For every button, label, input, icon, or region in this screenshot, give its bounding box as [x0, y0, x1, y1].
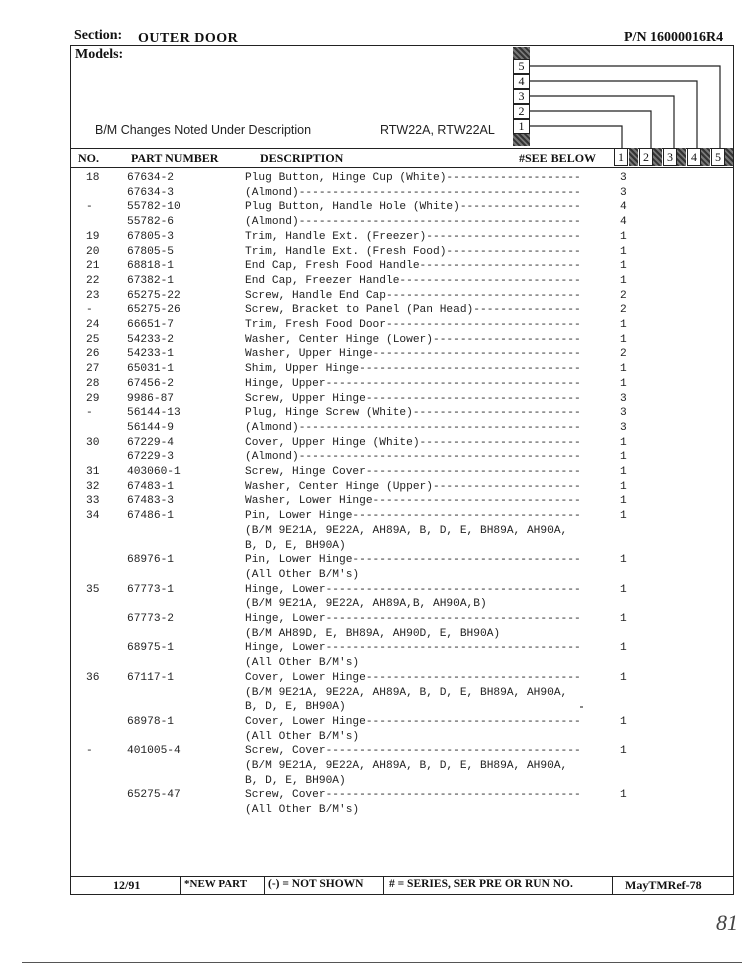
stack-box-4: 4 — [513, 74, 530, 89]
col-see-below: #SEE BELOW — [519, 151, 597, 165]
part-number: 9986-87 — [127, 392, 174, 405]
part-number: 65275-47 — [127, 789, 181, 802]
description: Washer, Center Hinge (Lower)---------------------- — [245, 333, 581, 346]
description: Hinge, Lower-------------------------------------- — [245, 613, 581, 625]
part-number: 67229-4 — [127, 436, 174, 449]
dark-marker — [677, 148, 686, 166]
col-num-5: 5 — [711, 148, 725, 166]
stack-box-5: 5 — [513, 59, 530, 74]
part-number: 67805-5 — [127, 245, 174, 258]
part-number: 65275-22 — [127, 289, 181, 302]
handwritten-mark: 81 — [716, 910, 738, 935]
col-description: DESCRIPTION — [260, 151, 344, 165]
table-row — [0, 377, 750, 392]
quantity: 3 — [620, 186, 627, 199]
description: (Almond)------------------------------------------ — [245, 421, 581, 434]
stack-box-3: 3 — [513, 89, 530, 104]
item-number: 34 — [86, 510, 100, 523]
table-row — [0, 362, 750, 377]
table-row — [0, 730, 750, 745]
col-num-2: 2 — [639, 148, 653, 166]
part-number: 54233-1 — [127, 348, 174, 361]
table-row — [0, 656, 750, 671]
quantity: 1 — [620, 554, 627, 567]
item-number: 33 — [86, 495, 100, 508]
item-number: 25 — [86, 333, 100, 346]
part-number: 67773-1 — [127, 583, 174, 596]
table-row — [0, 245, 750, 260]
quantity: 3 — [620, 172, 627, 184]
quantity: 1 — [620, 377, 627, 390]
quantity: 4 — [620, 216, 627, 229]
part-number: 67483-3 — [127, 495, 174, 508]
part-number: 54233-2 — [127, 333, 174, 346]
part-number: 68975-1 — [127, 642, 174, 655]
col-num-3: 3 — [663, 148, 677, 166]
description: Screw, Cover-------------------------------------- — [245, 745, 581, 758]
part-number: 67117-1 — [127, 671, 174, 684]
description: Cover, Upper Hinge (White)------------------------ — [245, 436, 581, 449]
table-row — [0, 333, 750, 348]
description: Washer, Upper Hinge------------------------------- — [245, 348, 581, 361]
description: B, D, E, BH90A) — [245, 539, 346, 552]
description: (Almond)------------------------------------------ — [245, 451, 581, 464]
quantity: 1 — [620, 260, 627, 273]
item-number: 36 — [86, 671, 100, 684]
item-number: 22 — [86, 274, 100, 287]
col-num-4: 4 — [687, 148, 701, 166]
table-row — [0, 480, 750, 495]
item-number: 27 — [86, 363, 100, 376]
part-number: 65275-26 — [127, 304, 181, 317]
description: (All Other B/M's) — [245, 730, 360, 743]
scan-speck — [580, 706, 583, 708]
description: Plug Button, Handle Hole (White)------------------ — [245, 201, 581, 214]
footer-date: 12/91 — [113, 878, 141, 892]
description: (All Other B/M's) — [245, 657, 360, 670]
item-number: 26 — [86, 348, 100, 361]
table-row — [0, 421, 750, 436]
description: Shim, Upper Hinge--------------------------------- — [245, 363, 581, 376]
table-row — [0, 494, 750, 509]
table-row — [0, 686, 750, 701]
description: End Cap, Freezer Handle--------------------------- — [245, 274, 581, 287]
description: Pin, Lower Hinge---------------------------------- — [245, 510, 581, 523]
footer-divider — [264, 876, 265, 895]
part-number: 403060-1 — [127, 466, 181, 478]
section-label: Section: — [74, 28, 123, 43]
description: Trim, Handle Ext. (Freezer)----------------------- — [245, 230, 581, 243]
dark-marker — [725, 148, 733, 166]
footer-not-shown: (-) = NOT SHOWN — [268, 878, 364, 890]
table-row — [0, 553, 750, 568]
stack-box-2: 2 — [513, 104, 530, 119]
part-number: 67456-2 — [127, 377, 174, 390]
footer-divider — [612, 876, 613, 895]
description: Screw, Hinge Cover-------------------------------- — [245, 466, 581, 478]
description: Pin, Lower Hinge---------------------------------- — [245, 554, 581, 567]
description: B, D, E, BH90A) — [245, 701, 346, 714]
part-number: 67486-1 — [127, 510, 174, 523]
description: (B/M 9E21A, 9E22A, AH89A, B, D, E, BH89A, AH90A, — [245, 686, 568, 699]
col-part-number: PART NUMBER — [131, 151, 219, 165]
part-number: 68976-1 — [127, 554, 174, 567]
quantity: 1 — [620, 715, 627, 728]
table-row — [0, 450, 750, 465]
quantity: 1 — [620, 671, 627, 684]
col-no: NO. — [78, 151, 99, 165]
footer-series: # = SERIES, SER PRE OR RUN NO. — [389, 878, 573, 890]
quantity: 1 — [620, 319, 627, 331]
dark-marker — [629, 148, 638, 166]
item-number: - — [86, 407, 93, 420]
item-number: 29 — [86, 392, 100, 405]
table-row — [0, 671, 750, 686]
quantity: 3 — [620, 421, 627, 434]
quantity: 1 — [620, 495, 627, 508]
description: (B/M 9E21A, 9E22A, AH89A,B, AH90A,B) — [245, 598, 487, 611]
quantity: 1 — [620, 451, 627, 464]
description: Plug, Hinge Screw (White)------------------------- — [245, 407, 581, 420]
quantity: 2 — [620, 348, 627, 361]
table-row — [0, 406, 750, 421]
bm-models: RTW22A, RTW22AL — [380, 123, 495, 137]
table-row — [0, 788, 750, 803]
table-row — [0, 200, 750, 215]
description: (B/M AH89D, E, BH89A, AH90D, E, BH90A) — [245, 627, 501, 640]
description: Cover, Lower Hinge-------------------------------- — [245, 715, 581, 728]
footer-divider — [383, 876, 384, 895]
quantity: 1 — [620, 480, 627, 493]
part-number: 67773-2 — [127, 613, 174, 625]
quantity: 1 — [620, 583, 627, 596]
description: Screw, Upper Hinge-------------------------------- — [245, 392, 581, 405]
table-row — [0, 700, 750, 715]
table-row — [0, 186, 750, 201]
dark-marker — [653, 148, 662, 166]
part-number-header: P/N 16000016R4 — [624, 30, 724, 45]
description: (Almond)------------------------------------------ — [245, 186, 581, 199]
part-number: 67634-3 — [127, 186, 174, 199]
table-row — [0, 392, 750, 407]
table-row — [0, 171, 750, 186]
description: Hinge, Lower-------------------------------------- — [245, 642, 581, 655]
quantity: 3 — [620, 392, 627, 405]
part-number: 65031-1 — [127, 363, 174, 376]
item-number: 19 — [86, 230, 100, 243]
quantity: 1 — [620, 230, 627, 243]
table-row — [0, 230, 750, 245]
quantity: 1 — [620, 789, 627, 802]
description: Cover, Lower Hinge-------------------------------- — [245, 671, 581, 684]
item-number: 23 — [86, 289, 100, 302]
table-row — [0, 318, 750, 333]
quantity: 4 — [620, 201, 627, 214]
table-row — [0, 641, 750, 656]
part-number: 67382-1 — [127, 274, 174, 287]
part-number: 67483-1 — [127, 480, 174, 493]
table-row — [0, 744, 750, 759]
quantity: 3 — [620, 407, 627, 420]
quantity: 1 — [620, 274, 627, 287]
quantity: 1 — [620, 245, 627, 258]
quantity: 2 — [620, 304, 627, 317]
part-number: 67634-2 — [127, 172, 174, 184]
description: Washer, Center Hinge (Upper)---------------------- — [245, 480, 581, 493]
item-number: - — [86, 304, 93, 317]
part-number: 56144-13 — [127, 407, 181, 420]
part-number: 56144-9 — [127, 421, 174, 434]
table-row — [0, 715, 750, 730]
table-row — [0, 568, 750, 583]
description: (All Other B/M's) — [245, 804, 360, 817]
part-number: 67805-3 — [127, 230, 174, 243]
item-number: 18 — [86, 172, 100, 184]
quantity: 1 — [620, 745, 627, 758]
models-label: Models: — [75, 47, 124, 62]
table-row — [0, 509, 750, 524]
description: (B/M 9E21A, 9E22A, AH89A, B, D, E, BH89A, AH90A, — [245, 760, 568, 772]
table-row — [0, 612, 750, 627]
description: End Cap, Fresh Food Handle------------------------ — [245, 260, 581, 273]
table-row — [0, 465, 750, 480]
table-row — [0, 259, 750, 274]
description: B, D, E, BH90A) — [245, 774, 346, 787]
bottom-edge-line — [22, 962, 742, 963]
item-number: 24 — [86, 319, 100, 331]
quantity: 1 — [620, 510, 627, 523]
table-row — [0, 539, 750, 554]
col-num-1: 1 — [614, 148, 628, 166]
table-row — [0, 289, 750, 304]
quantity: 1 — [620, 613, 627, 625]
part-number: 68978-1 — [127, 715, 174, 728]
footer-divider — [180, 876, 181, 895]
item-number: 21 — [86, 260, 100, 273]
item-number: 35 — [86, 583, 100, 596]
item-number: - — [86, 745, 93, 758]
item-number: 32 — [86, 480, 100, 493]
table-row — [0, 303, 750, 318]
table-row — [0, 524, 750, 539]
item-number: 28 — [86, 377, 100, 390]
quantity: 1 — [620, 642, 627, 655]
item-number: 20 — [86, 245, 100, 258]
description: Screw, Cover-------------------------------------- — [245, 789, 581, 802]
description: Plug Button, Hinge Cup (White)-------------------- — [245, 172, 581, 184]
quantity: 1 — [620, 436, 627, 449]
quantity: 1 — [620, 333, 627, 346]
table-row — [0, 215, 750, 230]
description: (B/M 9E21A, 9E22A, AH89A, B, D, E, BH89A, AH90A, — [245, 524, 568, 537]
description: (All Other B/M's) — [245, 568, 360, 581]
item-number: 30 — [86, 436, 100, 449]
table-row — [0, 436, 750, 451]
part-number: 67229-3 — [127, 451, 174, 464]
table-row — [0, 803, 750, 818]
dark-marker — [701, 148, 710, 166]
description: (Almond)------------------------------------------ — [245, 216, 581, 229]
table-row — [0, 274, 750, 289]
description: Hinge, Upper-------------------------------------- — [245, 377, 581, 390]
part-number: 68818-1 — [127, 260, 174, 273]
table-row — [0, 583, 750, 598]
table-row — [0, 597, 750, 612]
quantity: 1 — [620, 363, 627, 376]
quantity: 2 — [620, 289, 627, 302]
description: Screw, Bracket to Panel (Pan Head)---------------- — [245, 304, 581, 317]
quantity: 1 — [620, 466, 627, 478]
table-row — [0, 774, 750, 789]
item-number: 31 — [86, 466, 100, 478]
description: Trim, Handle Ext. (Fresh Food)-------------------- — [245, 245, 581, 258]
part-number: 401005-4 — [127, 745, 181, 758]
description: Screw, Handle End Cap----------------------------- — [245, 289, 581, 302]
description: Washer, Lower Hinge------------------------------- — [245, 495, 581, 508]
footer-ref: MayTMRef-78 — [625, 878, 702, 892]
description: Trim, Fresh Food Door----------------------------- — [245, 319, 581, 331]
part-number: 55782-10 — [127, 201, 181, 214]
header-rule-bottom — [70, 167, 734, 168]
stack-box-1: 1 — [513, 119, 530, 134]
footer-new-part: *NEW PART — [184, 878, 248, 890]
item-number: - — [86, 201, 93, 214]
table-row — [0, 759, 750, 774]
description: Hinge, Lower-------------------------------------- — [245, 583, 581, 596]
table-row — [0, 347, 750, 362]
part-number: 66651-7 — [127, 319, 174, 331]
part-number: 55782-6 — [127, 216, 174, 229]
section-value: OUTER DOOR — [138, 31, 239, 46]
table-row — [0, 627, 750, 642]
bm-note: B/M Changes Noted Under Description — [95, 123, 312, 137]
